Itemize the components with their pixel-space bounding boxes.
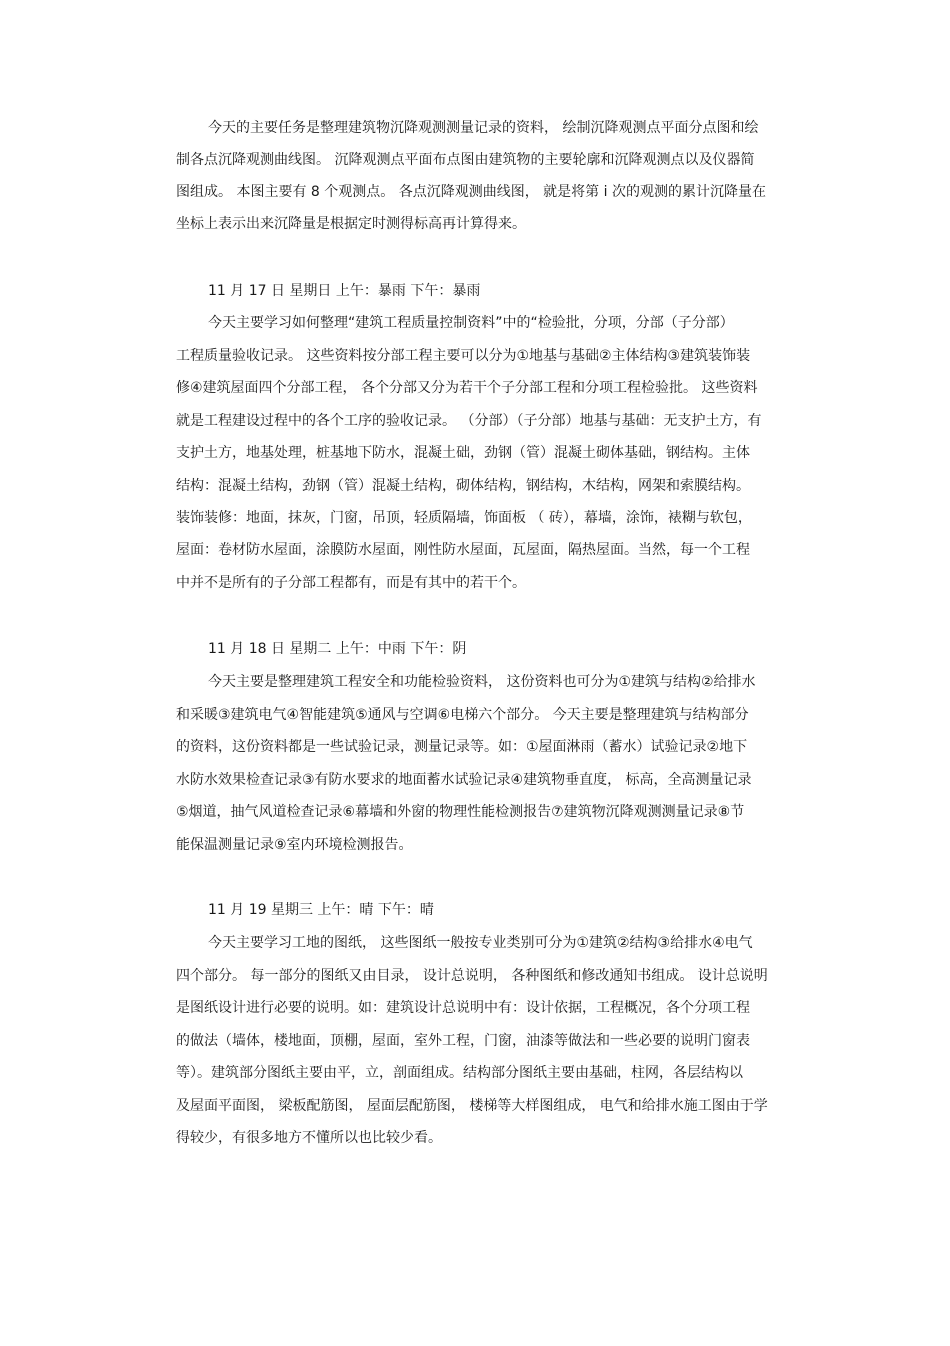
paragraph-line: 就是工程建设过程中的各个工序的验收记录。 （分部）（子分部）地基与基础：无支护土方，有 [176,413,762,429]
diary-date-heading: 11 月 18 日 星期二 上午：中雨 下午：阴 [208,641,467,657]
paragraph-line: 支护土方，地基处理，桩基地下防水，混凝土础，劲钢（管）混凝土砌体基础，钢结构。主体 [176,445,750,461]
paragraph-line: 等）。建筑部分图纸主要由平，立，剖面组成。结构部分图纸主要由基础，柱网，各层结构以 [176,1065,743,1081]
paragraph-line: 是图纸设计进行必要的说明。如：建筑设计总说明中有：设计依据，工程概况，各个分项工程 [176,1000,750,1016]
paragraph-line: 制各点沉降观测曲线图。 沉降观测点平面布点图由建筑物的主要轮廓和沉降观测点以及仪器简 [176,152,755,168]
paragraph-line: 和采暖③建筑电气④智能建筑⑤通风与空调⑥电梯六个部分。 今天主要是整理建筑与结构部分 [176,707,749,723]
paragraph-line: 水防水效果检查记录③有防水要求的地面蓄水试验记录④建筑物垂直度， 标高，全高测量记录 [176,772,752,788]
paragraph-line: 得较少，有很多地方不懂所以也比较少看。 [176,1130,442,1146]
paragraph-line: 修④建筑屋面四个分部工程， 各个分部又分为若干个子分部工程和分项工程检验批。 这些资料 [176,380,758,396]
paragraph-line: 工程质量验收记录。 这些资料按分部工程主要可以分为①地基与基础②主体结构③建筑装饰装 [176,348,751,364]
paragraph-line: 今天主要是整理建筑工程安全和功能检验资料， 这份资料也可分为①建筑与结构②给排水 [208,674,756,690]
paragraph-line: 图组成。 本图主要有 8 个观测点。 各点沉降观测曲线图， 就是将第 i 次的观测的累计沉降量在 [176,184,766,200]
paragraph-line: ⑤烟道，抽气风道检查记录⑥幕墙和外窗的物理性能检测报告⑦建筑物沉降观测测量记录⑧节 [176,804,745,820]
paragraph-line: 装饰装修：地面，抹灰，门窗，吊顶，轻质隔墙，饰面板 （ 砖），幕墙，涂饰，裱糊与软包， [176,510,752,526]
paragraph-line: 屋面：卷材防水屋面，涂膜防水屋面，刚性防水屋面，瓦屋面，隔热屋面。当然，每一个工程 [176,542,750,558]
paragraph-line: 结构：混凝土结构，劲钢（管）混凝土结构，砌体结构，钢结构，木结构，网架和索膜结构。 [176,478,750,494]
paragraph-line: 坐标上表示出来沉降量是根据定时测得标高再计算得来。 [176,216,526,232]
paragraph-line: 及屋面平面图， 梁板配筋图， 屋面层配筋图， 楼梯等大样图组成， 电气和给排水施工图由于学 [176,1098,768,1114]
paragraph-line: 四个部分。 每一部分的图纸又由目录， 设计总说明， 各种图纸和修改通知书组成。 设计总说明 [176,968,768,984]
paragraph-line: 今天主要学习如何整理“建筑工程质量控制资料”中的“检验批，分项，分部（子分部） [208,315,734,331]
diary-date-heading: 11 月 17 日 星期日 上午：暴雨 下午：暴雨 [208,283,481,299]
paragraph-line: 今天的主要任务是整理建筑物沉降观测测量记录的资料， 绘制沉降观测点平面分点图和绘 [208,120,759,136]
paragraph-line: 今天主要学习工地的图纸， 这些图纸一般按专业类别可分为①建筑②结构③给排水④电气 [208,935,753,951]
paragraph-line: 能保温测量记录⑨室内环境检测报告。 [176,837,413,853]
paragraph-line: 中并不是所有的子分部工程都有，而是有其中的若干个。 [176,575,526,591]
paragraph-line: 的资料，这份资料都是一些试验记录，测量记录等。如：①屋面淋雨（蓄水）试验记录②地下 [176,739,748,755]
diary-date-heading: 11 月 19 星期三 上午：晴 下午：晴 [208,902,434,918]
paragraph-line: 的做法（墙体，楼地面，顶棚，屋面，室外工程，门窗，油漆等做法和一些必要的说明门窗表 [176,1033,750,1049]
